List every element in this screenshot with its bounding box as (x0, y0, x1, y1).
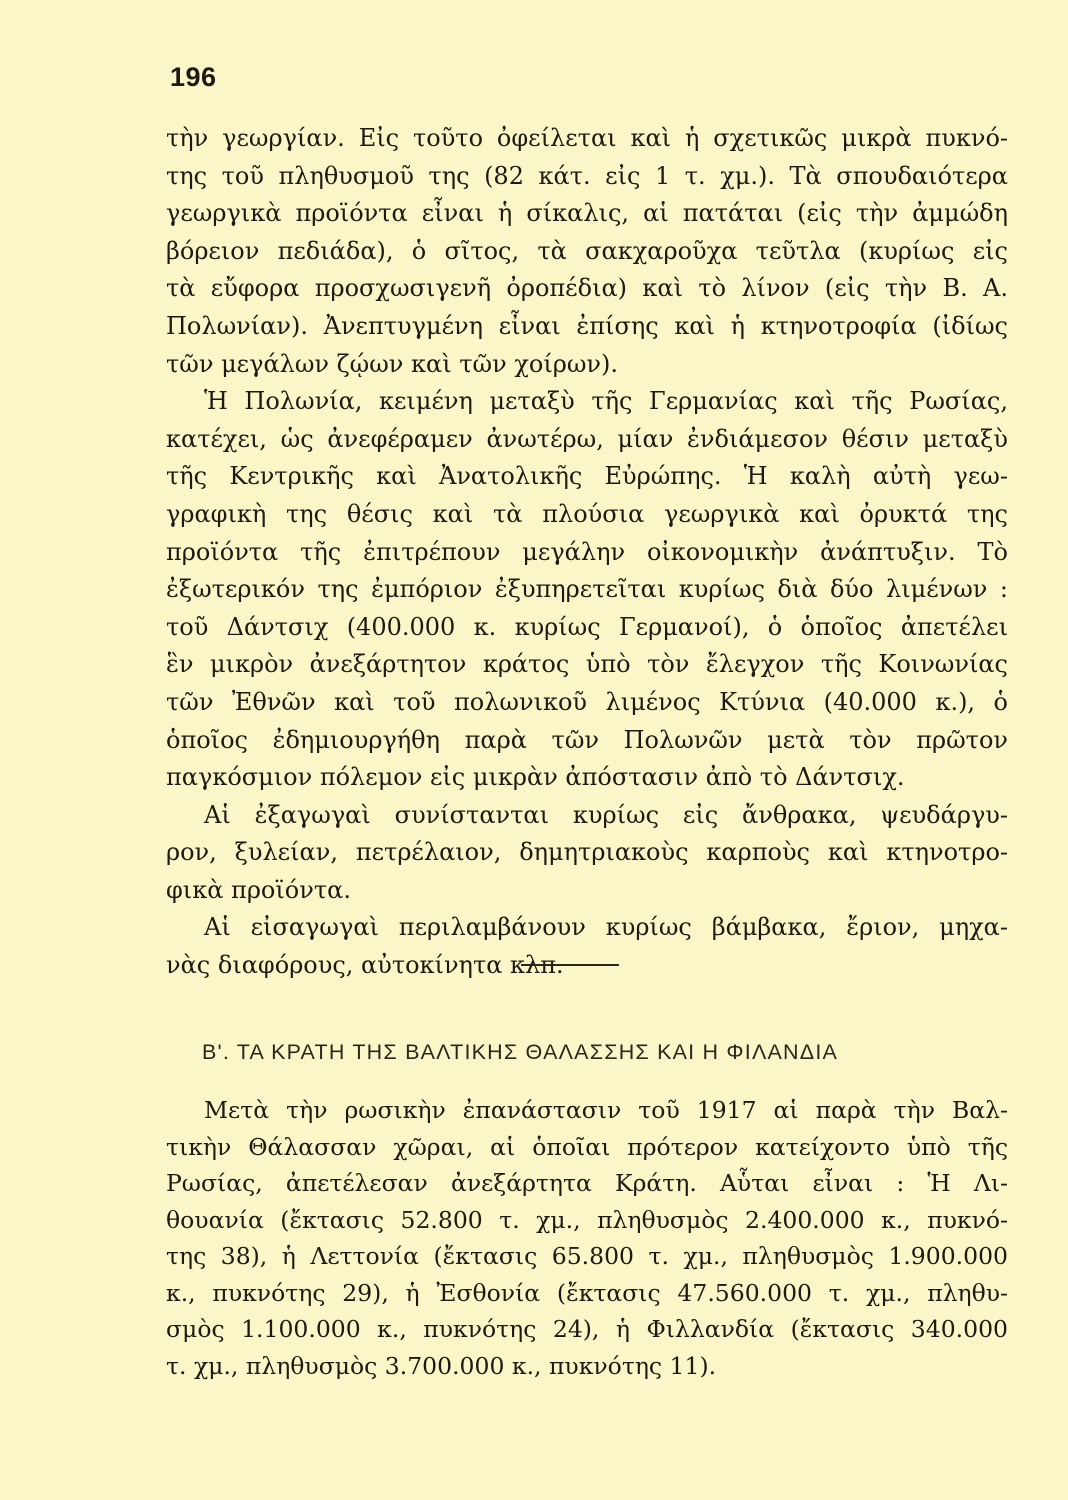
text-line: τὰ εὔφορα προσχωσιγενῆ ὀροπέδια) καὶ τὸ λίνον (εἰς τὴν Β. Α. (166, 274, 1008, 303)
text-line: κατέχει, ὡς ἀνεφέραμεν ἀνωτέρω, μίαν ἐνδιάμεσον θέσιν μεταξὺ (166, 424, 1008, 453)
body-text-baltic (166, 1092, 1008, 1384)
text-line: φικὰ προϊόντα. (166, 875, 351, 904)
text-line: Αἱ εἰσαγωγαὶ περιλαμβάνουν κυρίως βάμβακα, ἔριον, μηχα- (204, 913, 1008, 942)
text-line: Πολωνίαν). Ἀνεπτυγμένη εἶναι ἐπίσης καὶ ἡ κτηνοτροφία (ἰδίως (166, 311, 1008, 340)
text-line: ἐξωτερικόν της ἐμπόριον ἐξυπηρετεῖται κυρίως διὰ δύο λιμένων : (166, 575, 1008, 604)
section-heading: Β'. ΤΑ ΚΡΑΤΗ ΤΗΣ ΒΑΛΤΙΚΗΣ ΘΑΛΑΣΣΗΣ ΚΑΙ Η ΦΙΛΑΝΔΙΑ (202, 1040, 839, 1064)
text-line: τ. χμ., πληθυσμὸς 3.700.000 κ., πυκνότης 11). (166, 1351, 717, 1380)
text-line: της 38), ἡ Λεττονία (ἔκτασις 65.800 τ. χμ., πληθυσμὸς 1.900.000 (166, 1242, 1008, 1270)
text-line: Ρωσίας, ἀπετέλεσαν ἀνεξάρτητα Κράτη. Αὗται εἶναι : Ἡ Λι- (166, 1169, 1008, 1197)
text-line: τῶν μεγάλων ζῴων καὶ τῶν χοίρων). (166, 349, 618, 378)
text-line: Αἱ ἐξαγωγαὶ συνίστανται κυρίως εἰς ἄνθρακα, ψευδάργυ- (204, 800, 1008, 829)
text-line: σμὸς 1.100.000 κ., πυκνότης 24), ἡ Φιλλανδία (ἔκτασις 340.000 (166, 1315, 1008, 1343)
text-line: τῶν Ἐθνῶν καὶ τοῦ πολωνικοῦ λιμένος Κτύνια (40.000 κ.), ὁ (166, 687, 1008, 716)
text-line: Ἡ Πολωνία, κειμένη μεταξὺ τῆς Γερμανίας καὶ τῆς Ρωσίας, (204, 387, 1008, 416)
text-line: θουανία (ἔκτασις 52.800 τ. χμ., πληθυσμὸς 2.400.000 κ., πυκνό- (166, 1205, 1008, 1234)
text-line: ρον, ξυλείαν, πετρέλαιον, δημητριακοὺς καρποὺς καὶ κτηνοτρο- (166, 838, 1008, 867)
text-line: τικὴν Θάλασσαν χῶραι, αἱ ὁποῖαι πρότερον κατείχοντο ὑπὸ τῆς (166, 1132, 1008, 1161)
text-line: της τοῦ πληθυσμοῦ της (82 κάτ. εἰς 1 τ. χμ.). Τὰ σπουδαιότερα (166, 161, 1008, 190)
text-line: γεωργικὰ προϊόντα εἶναι ἡ σίκαλις, αἱ πατάται (εἰς τὴν ἀμμώδη (166, 199, 1008, 228)
text-line: προϊόντα τῆς ἐπιτρέπουν μεγάλην οἰκονομικὴν ἀνάπτυξιν. Τὸ (166, 537, 1008, 566)
text-line: κ., πυκνότης 29), ἡ Ἐσθονία (ἔκτασις 47.560.000 τ. χμ., πληθυ- (166, 1278, 1008, 1307)
text-line: γραφικὴ της θέσις καὶ τὰ πλούσια γεωργικὰ καὶ ὀρυκτά της (166, 499, 1008, 528)
text-line: ὁποῖος ἐδημιουργήθη παρὰ τῶν Πολωνῶν μετὰ τὸν πρῶτον (166, 725, 1008, 754)
page-number: 196 (170, 62, 217, 92)
text-line: τὴν γεωργίαν. Εἰς τοῦτο ὀφείλεται καὶ ἡ σχετικῶς μικρὰ πυκνό- (166, 124, 1008, 152)
text-line: Μετὰ τὴν ρωσικὴν ἐπανάστασιν τοῦ 1917 αἱ παρὰ τὴν Βαλ- (204, 1096, 1008, 1124)
body-text-poland (166, 120, 1008, 985)
text-line: νὰς διαφόρους, αὐτοκίνητα κλπ. (166, 951, 564, 980)
text-line: παγκόσμιον πόλεμον εἰς μικρὰν ἀπόστασιν ἀπὸ τὸ Δάντσιχ. (166, 763, 905, 792)
text-line: ἓν μικρὸν ἀνεξάρτητον κράτος ὑπὸ τὸν ἔλεγχον τῆς Κοινωνίας (166, 650, 1008, 679)
text-line: τοῦ Δάντσιχ (400.000 κ. κυρίως Γερμανοί), ὁ ὁποῖος ἀπετέλει (166, 612, 1008, 641)
text-line: βόρειον πεδιάδα), ὁ σῖτος, τὰ σακχαροῦχα τεῦτλα (κυρίως εἰς (166, 236, 1008, 265)
text-line: τῆς Κεντρικῆς καὶ Ἀνατολικῆς Εὐρώπης. Ἡ καλὴ αὐτὴ γεω- (166, 462, 1008, 491)
section-divider (521, 964, 619, 966)
